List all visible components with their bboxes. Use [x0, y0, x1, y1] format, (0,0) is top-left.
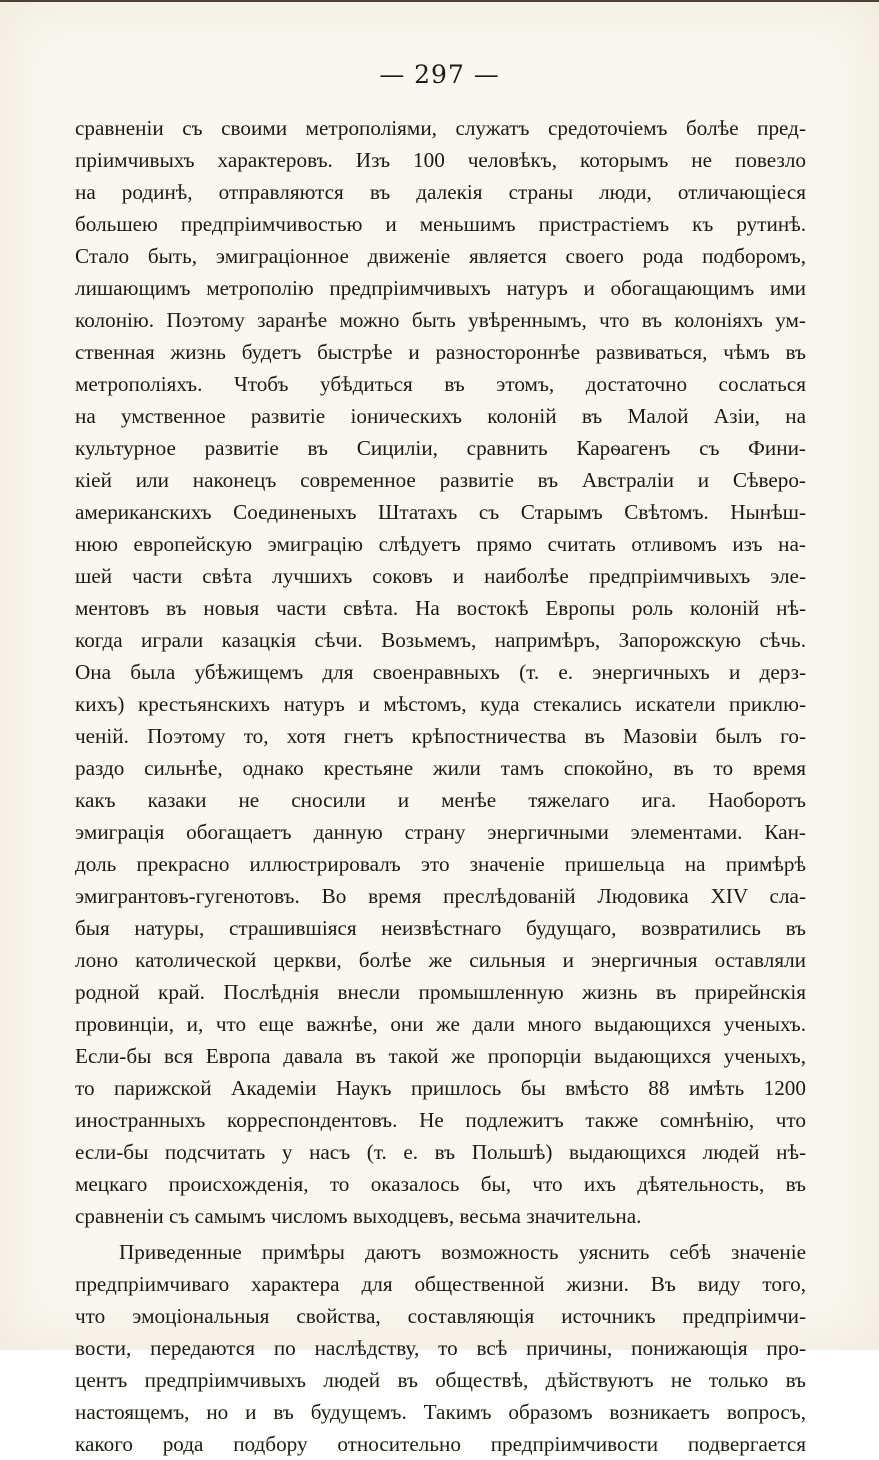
text-line: что эмоціональныя свойства, составляющія источникъ предпріимчи- — [75, 1304, 806, 1328]
text-line: лишающимъ метрополію предпріимчивыхъ натуръ и обогащающимъ ими — [75, 276, 806, 300]
text-line: быя натуры, страшившіяся неизвѣстнаго будущаго, возвратились въ — [75, 916, 806, 940]
text-line: кіей или наконецъ современное развитіе въ Австраліи и Сѣверо- — [75, 468, 806, 492]
text-line: Если-бы вся Европа давала въ такой же пропорціи выдающихся ученыхъ, — [75, 1044, 806, 1068]
text-line: центъ предпріимчивыхъ людей въ обществѣ, дѣйствуютъ не только въ — [75, 1368, 806, 1392]
text-line: то парижской Академіи Наукъ пришлось бы вмѣсто 88 имѣть 1200 — [75, 1076, 806, 1100]
text-line: Стало быть, эмиграціонное движеніе является своего рода подборомъ, — [75, 244, 806, 268]
text-line: настоящемъ, но и въ будущемъ. Такимъ образомъ возникаетъ вопросъ, — [75, 1400, 806, 1424]
text-line: иностранныхъ корреспондентовъ. Не подлежитъ также сомнѣнію, что — [75, 1108, 806, 1132]
text-line: ственная жизнь будетъ быстрѣе и разностороннѣе развиваться, чѣмъ въ — [75, 340, 806, 364]
text-line: раздо сильнѣе, однако крестьяне жили тамъ спокойно, въ то время — [75, 756, 806, 780]
text-line: сравненіи съ самымъ числомъ выходцевъ, весьма значительна. — [75, 1204, 642, 1228]
text-line: эмиграція обогащаетъ данную страну энергичными элементами. Кан- — [75, 820, 806, 844]
text-line: Приведенные примѣры даютъ возможность уяснить себѣ значеніе — [119, 1240, 806, 1264]
text-line: шей части свѣта лучшихъ соковъ и наиболѣе предпріимчивыхъ эле- — [75, 564, 806, 588]
text-line: американскихъ Соединеныхъ Штатахъ съ Старымъ Свѣтомъ. Нынѣш- — [75, 500, 806, 524]
text-line: нюю европейскую эмиграцію слѣдуетъ прямо считать отливомъ изъ на- — [75, 532, 806, 556]
text-line: лоно католической церкви, болѣе же сильныя и энергичныя оставляли — [75, 948, 806, 972]
text-line: эмигрантовъ-гугенотовъ. Во время преслѣдованій Людовика XIV сла- — [75, 884, 806, 908]
text-line: пріимчивыхъ характеровъ. Изъ 100 человѣкъ, которымъ не повезло — [75, 148, 806, 172]
text-line: ментовъ въ новыя части свѣта. На востокѣ Европы роль колоній нѣ- — [75, 596, 806, 620]
paragraph-2 — [75, 1236, 806, 1460]
text-line: мецкаго происхожденія, то оказалось бы, что ихъ дѣятельность, въ — [75, 1172, 806, 1196]
text-line: провинціи, и, что еще важнѣе, они же дали много выдающихся ученыхъ. — [75, 1012, 806, 1036]
text-line: метрополіяхъ. Чтобъ убѣдиться въ этомъ, достаточно сослаться — [75, 372, 806, 396]
text-line: какого рода подбору относительно предпріимчивости подвергается — [75, 1432, 806, 1456]
text-line: колонію. Поэтому заранѣе можно быть увѣреннымъ, что въ колоніяхъ ум- — [75, 308, 806, 332]
text-line: родной край. Послѣднія внесли промышленную жизнь въ прирейнскія — [75, 980, 806, 1004]
page-body-text — [75, 112, 806, 1460]
paragraph-1 — [75, 112, 806, 1232]
text-line: сравненіи съ своими метрополіями, служатъ средоточіемъ болѣе пред- — [75, 116, 806, 140]
text-line: когда играли казацкія сѣчи. Возьмемъ, напримѣръ, Запорожскую сѣчь. — [75, 628, 806, 652]
text-line: предпріимчиваго характера для общественной жизни. Въ виду того, — [75, 1272, 806, 1296]
text-line: если-бы подсчитать у насъ (т. е. въ Польшѣ) выдающихся людей нѣ- — [75, 1140, 806, 1164]
text-line: кихъ) крестьянскихъ натуръ и мѣстомъ, куда стекались искатели приклю- — [75, 692, 806, 716]
text-line: ченій. Поэтому то, хотя гнетъ крѣпостничества въ Мазовіи былъ го- — [75, 724, 806, 748]
text-line: какъ казаки не сносили и менѣе тяжелаго ига. Наоборотъ — [75, 788, 806, 812]
text-line: вости, передаются по наслѣдству, то всѣ причины, понижающія про- — [75, 1336, 806, 1360]
page-top-edge — [0, 0, 879, 2]
text-line: доль прекрасно иллюстрировалъ это значеніе пришельца на примѣрѣ — [75, 852, 806, 876]
text-line: Она была убѣжищемъ для своенравныхъ (т. е. энергичныхъ и дерз- — [75, 660, 806, 684]
page-number: — 297 — — [379, 60, 500, 89]
text-line: большею предпріимчивостью и меньшимъ пристрастіемъ къ рутинѣ. — [75, 212, 806, 236]
text-line: культурное развитіе въ Сициліи, сравнить Карѳагенъ съ Фини- — [75, 436, 806, 460]
text-line: на родинѣ, отправляются въ далекія страны люди, отличающіеся — [75, 180, 806, 204]
text-line: на умственное развитіе іоническихъ колоній въ Малой Азіи, на — [75, 404, 806, 428]
